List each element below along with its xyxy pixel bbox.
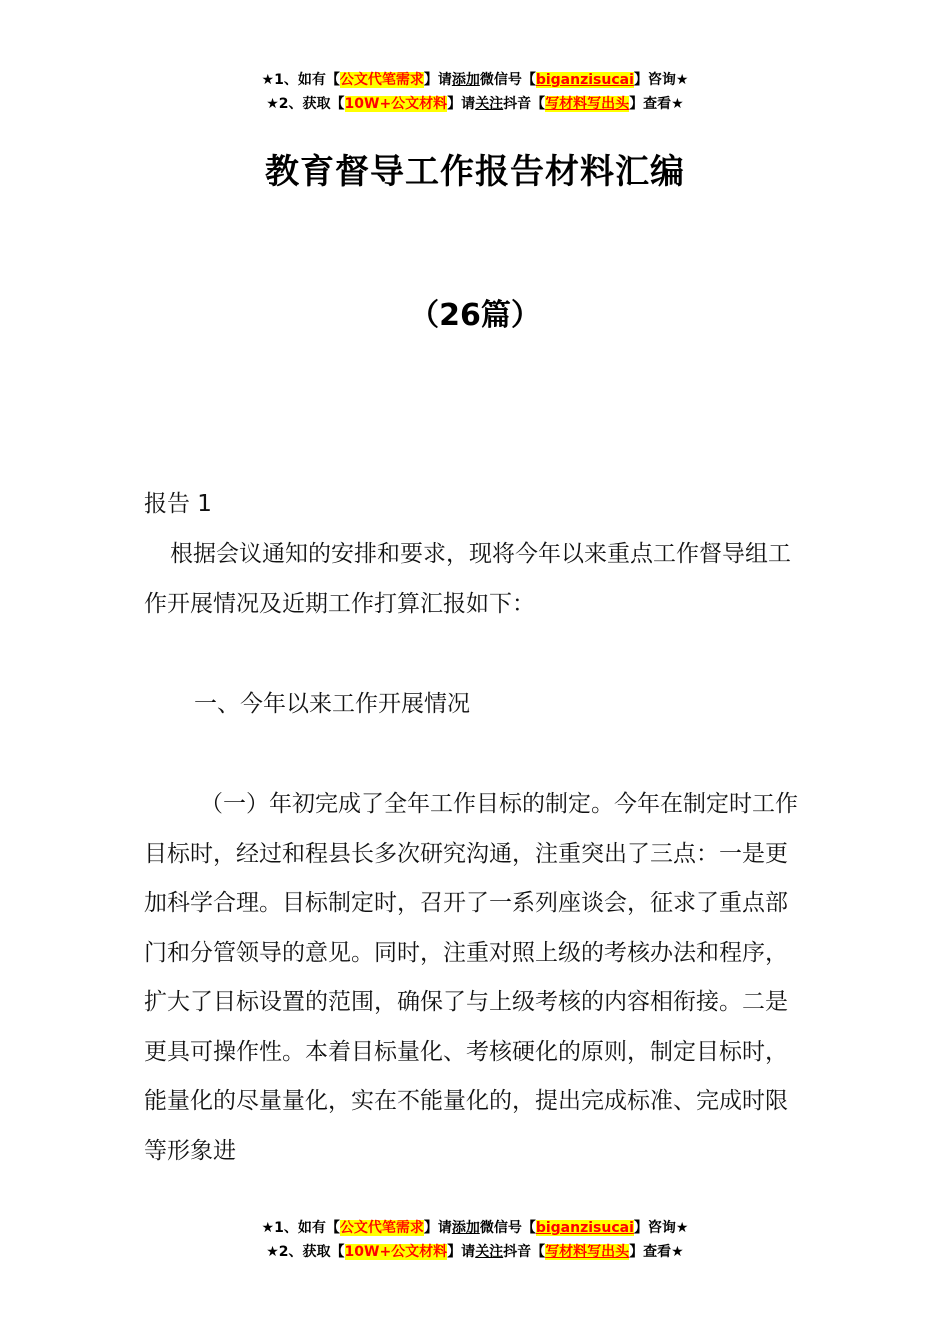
banner-line-1 (0, 1216, 950, 1240)
banner-text: 抖音【 (503, 1244, 546, 1260)
document-title: 教育督导工作报告材料汇编 (265, 152, 685, 192)
document-subtitle: （26篇） (409, 298, 541, 333)
banner-text: 】查看★ (629, 1244, 684, 1260)
douyin-account-link[interactable]: 写材料写出头 (545, 96, 630, 112)
banner-text: 】咨询★ (633, 1220, 689, 1236)
highlight-materials: 10W+公文材料 (344, 1244, 448, 1260)
banner-line-2 (0, 1240, 950, 1264)
banner-emphasis: 添加 (451, 72, 480, 88)
wechat-id-link[interactable]: biganzisucai (535, 1220, 634, 1236)
banner-emphasis: 关注 (475, 96, 504, 112)
section-heading: 一、今年以来工作开展情况 (194, 691, 470, 717)
wechat-id-link[interactable]: biganzisucai (535, 72, 634, 88)
banner-line-2 (0, 92, 950, 116)
banner-emphasis: 添加 (451, 1220, 480, 1236)
banner-text: 微信号【 (479, 72, 536, 88)
banner-text: ★2、获取【 (266, 96, 345, 112)
douyin-account-link[interactable]: 写材料写出头 (545, 1244, 630, 1260)
banner-text: ★1、如有【 (261, 72, 340, 88)
banner-text: ★1、如有【 (261, 1220, 340, 1236)
report-label: 报告 1 (144, 491, 212, 517)
banner-line-1 (0, 68, 950, 92)
highlight-materials: 10W+公文材料 (344, 96, 448, 112)
banner-emphasis: 关注 (475, 1244, 504, 1260)
banner-text: 】请 (423, 72, 452, 88)
header-banner (0, 68, 950, 116)
banner-text: 】查看★ (629, 96, 684, 112)
banner-text: 微信号【 (479, 1220, 536, 1236)
banner-text: 】请 (447, 1244, 476, 1260)
banner-text: 】咨询★ (633, 72, 689, 88)
highlight-ghostwriting: 公文代笔需求 (339, 1220, 424, 1236)
intro-paragraph: 根据会议通知的安排和要求，现将今年以来重点工作督导组工作开展情况及近期工作打算汇报如下： (144, 541, 791, 617)
banner-text: ★2、获取【 (266, 1244, 345, 1260)
banner-text: 】请 (423, 1220, 452, 1236)
highlight-ghostwriting: 公文代笔需求 (339, 72, 424, 88)
body-paragraph: （一）年初完成了全年工作目标的制定。今年在制定时工作目标时，经过和程县长多次研究沟通，注重突出了三点：一是更加科学合理。目标制定时，召开了一系列座谈会，征求了重点部门和分管领导的意见。同时，注重对照上级的考核办法和程序，扩大了目标设置的范围，确保了与上级考核的内容相衔接。二是更具可操作性。本着目标量化、考核硬化的原则，制定目标时，能量化的尽量量化，实在不能量化的，提出完成标准、完成时限等形象进 (144, 791, 798, 1164)
banner-text: 】请 (447, 96, 476, 112)
banner-text: 抖音【 (503, 96, 546, 112)
footer-banner (0, 1216, 950, 1264)
